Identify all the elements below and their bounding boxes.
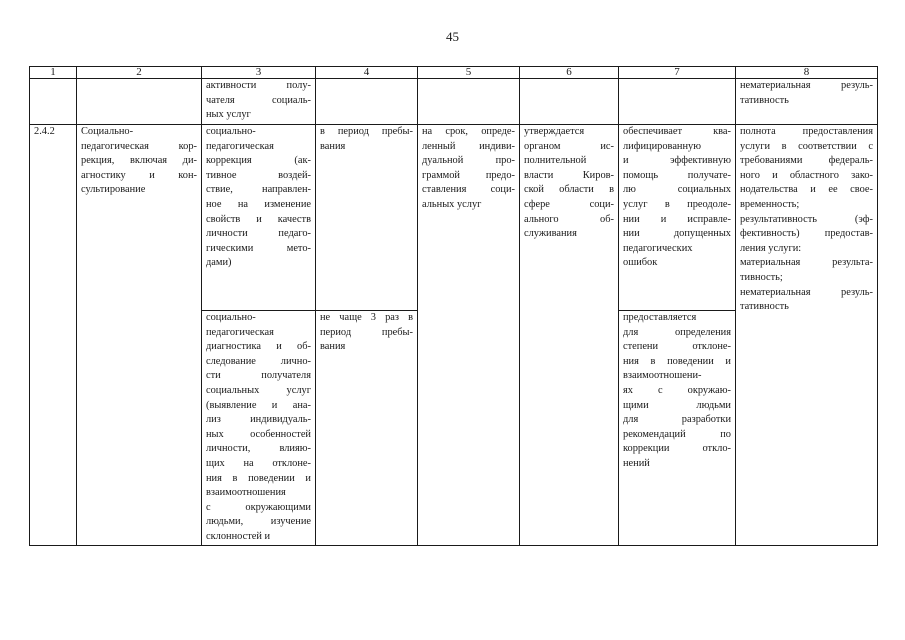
cell-line: ных услуг — [206, 109, 251, 121]
cell-line: социально- — [206, 126, 256, 137]
page-number: 45 — [446, 29, 459, 44]
cell-line: лиз индивидуаль- — [206, 414, 311, 426]
cell-line: рекция, включая ди- — [81, 155, 197, 167]
cell-line: педагогическая — [206, 326, 274, 338]
cell-line: полнота предоставления — [740, 126, 873, 137]
cell-line: требованиями федераль- — [740, 155, 873, 167]
cell-line: услуг в преодоле- — [623, 198, 731, 210]
cell-line: вания — [320, 341, 346, 353]
cell-line: временность; — [740, 198, 800, 210]
cont-col8 — [736, 79, 878, 125]
cell-line: ях с окружаю- — [623, 384, 731, 396]
conditions-diagnostics — [619, 311, 736, 546]
cell-line: ошибок — [623, 257, 658, 269]
cell-line: услуги в соответствии с — [740, 140, 873, 152]
cell-line: социально- — [206, 312, 256, 323]
cell-line: педагогическая кор- — [81, 140, 197, 152]
cell-line: обеспечивает ква- — [623, 126, 731, 137]
cell-line: лифицированную — [623, 140, 702, 152]
cell-line: ской области в — [524, 184, 614, 196]
delivery-term — [418, 125, 520, 546]
cell-line: ного и областного зако- — [740, 169, 873, 181]
cell-line: на срок, опреде- — [422, 126, 515, 137]
cell-line: альных услуг — [422, 198, 482, 210]
cell-line: степени отклоне- — [623, 341, 731, 353]
cell-line: и эффективную — [623, 155, 731, 167]
header-cell: 1 — [30, 67, 77, 79]
cell-line: склонностей и — [206, 530, 271, 542]
cell-line: ствие, направлен- — [206, 184, 311, 196]
cell-line: вания — [320, 140, 346, 152]
header-cell: 8 — [736, 67, 878, 79]
cell-line: для определения — [623, 326, 731, 338]
cell-line: чателя социаль- — [206, 94, 311, 106]
cell-line: ленный индиви- — [422, 140, 515, 152]
header-cell: 4 — [316, 67, 418, 79]
cell-line: педагогических — [623, 242, 693, 254]
header-cell: 3 — [202, 67, 316, 79]
cell-line: полнительной — [524, 155, 587, 167]
header-cell: 2 — [77, 67, 202, 79]
cell-line: ставления соци- — [422, 184, 515, 196]
cell-line: власти Киров- — [524, 169, 614, 181]
cell-line: лю социальных — [623, 184, 731, 196]
cell-line: нии и исправле- — [623, 213, 731, 225]
header-row — [30, 67, 878, 79]
cell-line: в период пребы- — [320, 126, 413, 137]
quality-indicators — [736, 125, 878, 546]
continuation-row — [30, 79, 878, 125]
cell-line: ления услуги: — [740, 242, 802, 254]
cell-line: тативность — [740, 301, 789, 313]
cell-line: ное на изменение — [206, 198, 311, 210]
cell-line: не чаще 3 раз в — [320, 312, 413, 323]
cell-line: предоставляется — [623, 312, 697, 323]
cell-line: утверждается — [524, 126, 585, 137]
cell-line: коррекция (ак- — [206, 155, 311, 167]
table-row — [30, 125, 878, 311]
cell-line: сти получателя — [206, 370, 311, 382]
service-description-correction — [202, 125, 316, 311]
cell-line: для разработки — [623, 414, 731, 426]
cont-col3 — [202, 79, 316, 125]
cell-line: нодательства и ее свое- — [740, 184, 873, 196]
cell-line: людьми, изучение — [206, 516, 311, 528]
cell-line: нематериальная резуль- — [740, 286, 873, 298]
cell-line: нений — [623, 457, 650, 469]
cell-line: активности полу- — [206, 80, 311, 91]
cell-line: тивность; — [740, 271, 783, 283]
cell-line: дуальной про- — [422, 155, 515, 167]
frequency-diagnostics — [316, 311, 418, 546]
cell-line: социальных услуг — [206, 384, 311, 396]
cell-line: ального об- — [524, 213, 614, 225]
cell-line: Социально- — [81, 126, 134, 137]
row-number: 2.4.2 — [30, 125, 77, 546]
header-cell: 6 — [520, 67, 619, 79]
cell-line: тативность — [740, 94, 789, 106]
cell-line: с окружающими — [206, 501, 311, 513]
cell-line: рекомендаций по — [623, 428, 731, 440]
cell-line: сультирование — [81, 184, 146, 196]
cell-line: гическими мето- — [206, 242, 311, 254]
cell-line: тивное воздей- — [206, 169, 311, 181]
header-cell: 7 — [619, 67, 736, 79]
cell-line: педагогическая — [206, 140, 274, 152]
cell-line: материальная результа- — [740, 257, 873, 269]
header-cell: 5 — [418, 67, 520, 79]
cell-line: результативность (эф- — [740, 213, 873, 225]
cell-line: органом ис- — [524, 140, 614, 152]
service-name — [77, 125, 202, 546]
cell-line: дами) — [206, 257, 232, 269]
cell-line: коррекции откло- — [623, 443, 731, 455]
cell-line: агностику и кон- — [81, 169, 197, 181]
cell-line: личности, влияю- — [206, 443, 311, 455]
cell-line: сфере соци- — [524, 198, 614, 210]
cell-line: период пребы- — [320, 326, 413, 338]
services-table — [29, 66, 878, 546]
cell-line: служивания — [524, 228, 577, 240]
tariff-approval — [520, 125, 619, 546]
cell-line: взаимоотношени- — [623, 370, 702, 382]
cell-line: личности педаго- — [206, 228, 311, 240]
cell-line: помощь получате- — [623, 169, 731, 181]
cell-line: ния в поведении и — [623, 355, 731, 367]
conditions-correction — [619, 125, 736, 311]
cell-line: следование лично- — [206, 355, 311, 367]
frequency-correction — [316, 125, 418, 311]
cell-line: ных особенностей — [206, 428, 311, 440]
cell-line: граммой предо- — [422, 169, 515, 181]
cell-line: (выявление и ана- — [206, 399, 311, 411]
cell-line: ния в поведении и — [206, 472, 311, 484]
cell-line: фективность) предостав- — [740, 228, 873, 240]
cell-line: диагностика и об- — [206, 341, 311, 353]
cell-line: свойств и качеств — [206, 213, 311, 225]
service-description-diagnostics — [202, 311, 316, 546]
cell-line: нии допущенных — [623, 228, 731, 240]
cell-line: нематериальная резуль- — [740, 80, 873, 91]
cell-line: взаимоотношения — [206, 487, 286, 499]
cell-line: щих на отклоне- — [206, 457, 311, 469]
cell-line: щими людьми — [623, 399, 731, 411]
